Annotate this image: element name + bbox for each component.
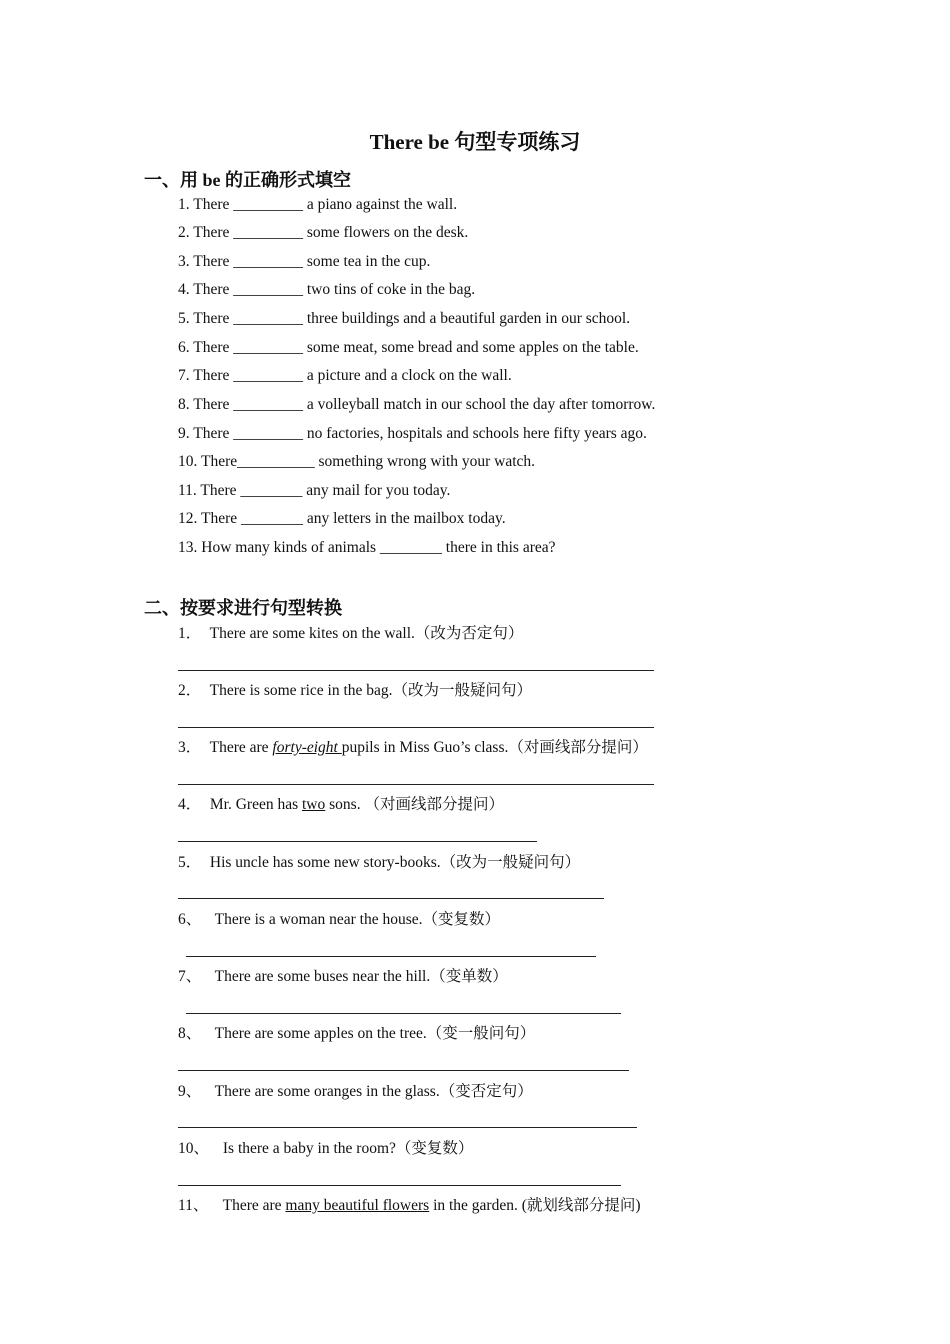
fill-item-1: 1. There _________ a piano against the wall. [178,196,458,213]
item-number: 8、 [178,1025,202,1042]
fill-item-11: 11. There ________ any mail for you today. [178,482,451,499]
item-text-post: sons. （对画线部分提问） [325,796,504,813]
answer-line-9[interactable] [178,1127,637,1128]
answer-line-2[interactable] [178,727,654,728]
transform-item-10 [178,1139,473,1159]
answer-line-8[interactable] [178,1070,629,1071]
item-text: His uncle has some new story-books.（改为一般疑问句） [209,854,581,871]
answer-line-10[interactable] [178,1185,621,1186]
transform-item-3 [178,738,648,758]
fill-item-7: 7. There _________ a picture and a clock on the wall. [178,367,512,384]
item-number: 5． [178,854,202,871]
fill-item-8: 8. There _________ a volleyball match in our school the day after tomorrow. [178,396,656,413]
section-1-heading: 一、用 be 的正确形式填空 [144,170,351,190]
fill-item-9: 9. There _________ no factories, hospitals and schools here fifty years ago. [178,425,647,442]
item-text: There are some kites on the wall.（改为否定句） [209,625,524,642]
item-text-underlined: two [302,796,326,813]
answer-line-1[interactable] [178,670,654,671]
item-text-pre: There are [209,739,273,756]
item-number: 3． [178,739,202,756]
transform-item-11 [178,1196,641,1216]
item-text-underlined: many beautiful flowers [285,1197,430,1214]
fill-item-6: 6. There _________ some meat, some bread and some apples on the table. [178,339,639,356]
item-text: There is a woman near the house.（变复数） [214,911,500,928]
answer-line-7[interactable] [186,1013,621,1014]
item-number: 4． [178,796,202,813]
item-number: 10、 [178,1140,210,1157]
item-number: 9、 [178,1083,202,1100]
transform-item-7 [178,967,508,987]
item-text-post: pupils in Miss Guo’s class.（对画线部分提问） [341,739,648,756]
answer-line-3[interactable] [178,784,654,785]
item-number: 1． [178,625,202,642]
item-text-pre: Mr. Green has [209,796,302,813]
item-text: There are some apples on the tree.（变一般问句） [214,1025,536,1042]
answer-line-5[interactable] [178,898,604,899]
fill-item-10: 10. There__________ something wrong with your watch. [178,453,536,470]
item-text-underlined: forty-eight [272,739,342,756]
item-text: Is there a baby in the room?（变复数） [222,1140,474,1157]
item-text-post: in the garden. (就划线部分提问) [429,1197,641,1214]
transform-item-6 [178,910,500,930]
item-text: There is some rice in the bag.（改为一般疑问句） [209,682,533,699]
answer-line-6[interactable] [186,956,596,957]
fill-item-3: 3. There _________ some tea in the cup. [178,253,431,270]
transform-item-1 [178,624,523,644]
fill-item-2: 2. There _________ some flowers on the desk. [178,224,469,241]
item-text-pre: There are [222,1197,286,1214]
page-title: There be 句型专项练习 [369,130,581,154]
transform-item-2 [178,681,532,701]
fill-item-5: 5. There _________ three buildings and a beautiful garden in our school. [178,310,631,327]
item-number: 7、 [178,968,202,985]
answer-line-4[interactable] [178,841,537,842]
fill-item-4: 4. There _________ two tins of coke in the bag. [178,281,476,298]
fill-item-12: 12. There ________ any letters in the mailbox today. [178,510,506,527]
item-number: 6、 [178,911,202,928]
item-number: 2． [178,682,202,699]
section-2-heading: 二、按要求进行句型转换 [144,598,342,618]
item-text: There are some buses near the hill.（变单数） [214,968,508,985]
transform-item-5 [178,853,580,873]
fill-item-13: 13. How many kinds of animals ________ there in this area? [178,539,556,556]
transform-item-9 [178,1082,533,1102]
transform-item-8 [178,1024,535,1044]
item-text: There are some oranges in the glass.（变否定句） [214,1083,533,1100]
transform-item-4 [178,795,504,815]
item-number: 11、 [178,1197,209,1214]
